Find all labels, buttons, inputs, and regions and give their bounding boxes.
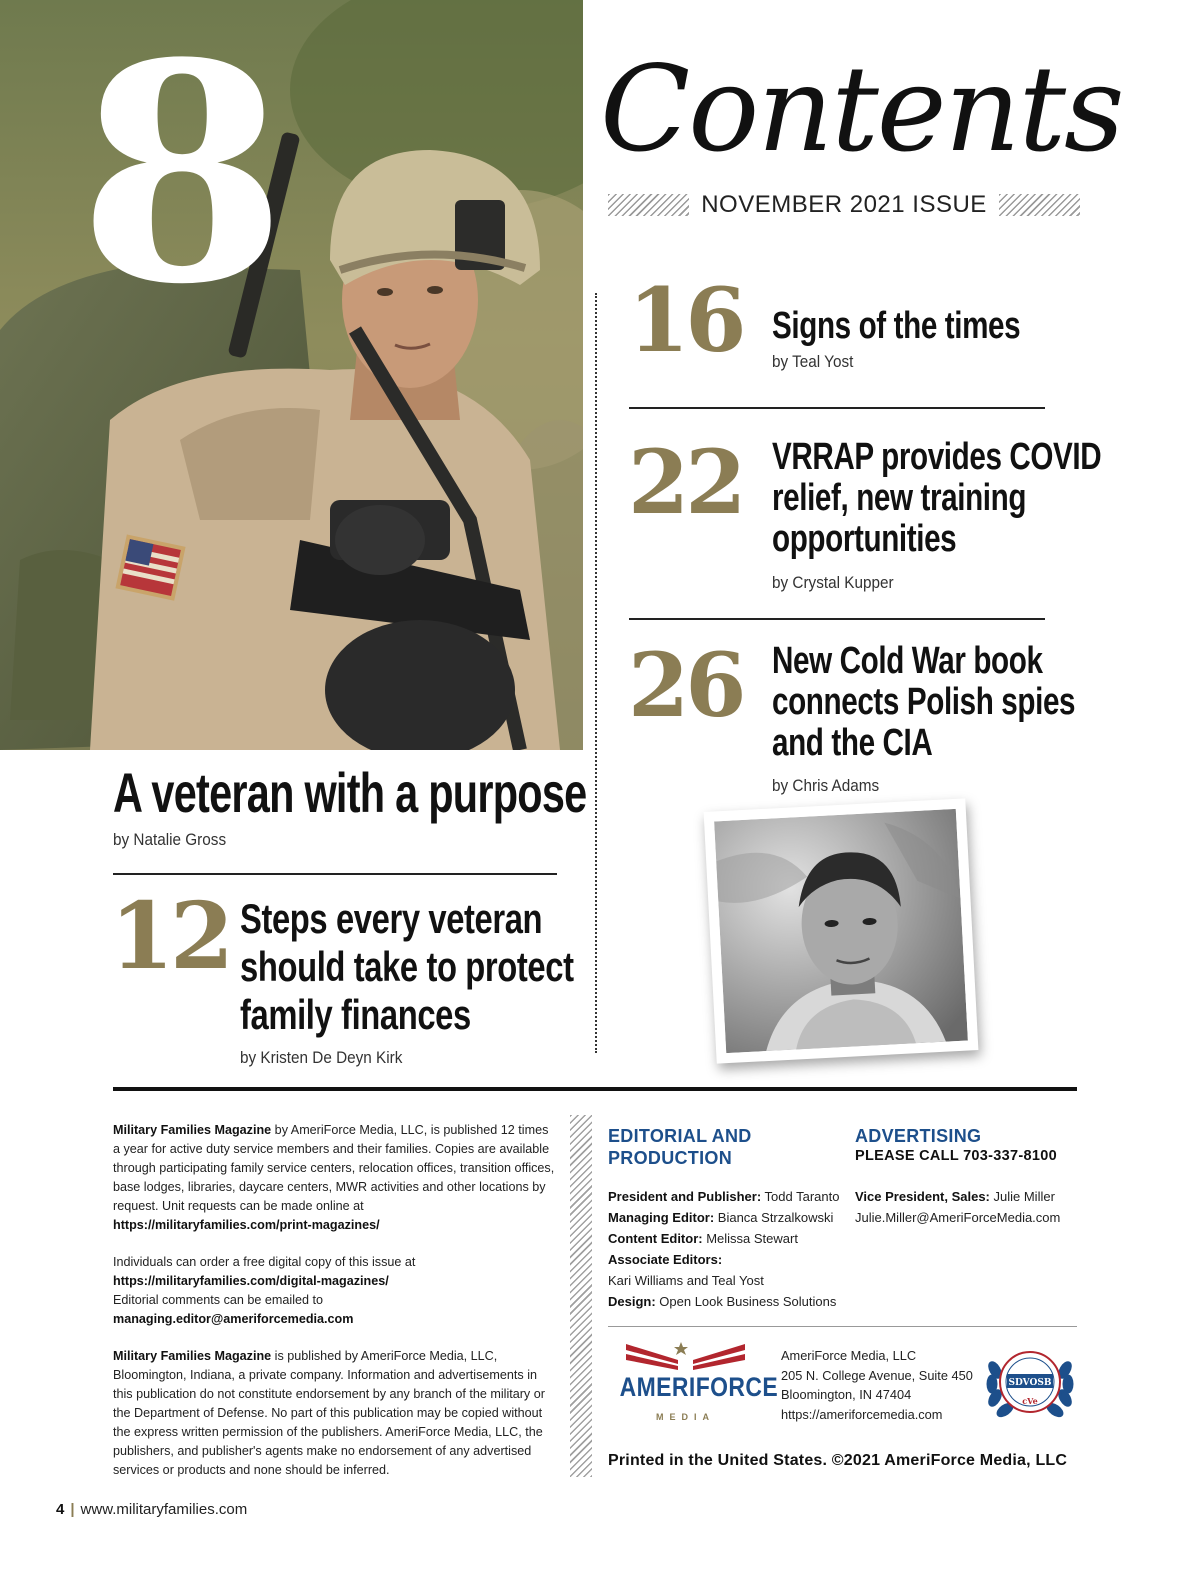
- article-page-number[interactable]: 26: [628, 633, 743, 737]
- dotted-divider: [595, 293, 597, 1053]
- cover-story-title[interactable]: A veteran with a purpose: [113, 761, 587, 824]
- ameriforce-logo[interactable]: [608, 1340, 779, 1430]
- advertising-phone: PLEASE CALL 703-337-8100: [855, 1148, 1057, 1164]
- article-byline: by Crystal Kupper: [772, 573, 894, 592]
- staff-row: Content Editor: Melissa Stewart: [608, 1231, 798, 1246]
- issue-banner: [608, 190, 1080, 220]
- footer-separator: |: [70, 1501, 75, 1518]
- article-title[interactable]: Signs of the times: [772, 305, 1021, 347]
- seal-subtext: cVe: [1022, 1396, 1038, 1406]
- advertising-email-link[interactable]: Julie.Miller@AmeriForceMedia.com: [855, 1210, 1061, 1225]
- logo-subtitle: MEDIA: [656, 1412, 715, 1422]
- article-page-number[interactable]: 16: [628, 268, 743, 372]
- article-divider: [629, 618, 1045, 620]
- article-divider: [113, 873, 557, 875]
- logo-wordmark: AMERIFORCE: [619, 1372, 779, 1402]
- masthead-paragraph: Military Families Magazine by AmeriForce Media, LLC, is published 12 times a year for active duty service members and their families. Copies are available through participating family service centers, relocation offices, transition offices, base lodges, libraries, daycare centers, MWR activities and other locations by request. Unit requests can be made online at https://militaryfamilies.com/print-magazines/: [113, 1123, 555, 1232]
- seal-text: SDVOSB: [1008, 1378, 1052, 1388]
- editorial-heading: EDITORIAL AND PRODUCTION: [608, 1126, 752, 1168]
- portrait-photo: [714, 809, 968, 1053]
- digital-magazines-link[interactable]: https://militaryfamilies.com/digital-magazines/: [113, 1274, 389, 1288]
- advertising-contact: Vice President, Sales: Julie Miller Julie.Miller@AmeriForceMedia.com: [855, 1186, 1060, 1228]
- digital-copy-paragraph: Individuals can order a free digital copy of this issue at https://militaryfamilies.com/digital-magazines/ Editorial comments can be emailed to managing.editor@ameriforcemedia.com: [113, 1255, 416, 1326]
- article-byline: by Kristen De Deyn Kirk: [240, 1048, 403, 1067]
- article-title[interactable]: New Cold War book connects Polish spies and the CIA: [772, 640, 1076, 764]
- editorial-staff-list: [608, 1186, 839, 1312]
- advertising-heading: ADVERTISING: [855, 1126, 982, 1146]
- thin-divider: [608, 1326, 1077, 1327]
- staff-row: Associate Editors:: [608, 1252, 723, 1267]
- hatch-decoration-left: [608, 194, 689, 216]
- issue-label: NOVEMBER 2021 ISSUE: [701, 191, 987, 218]
- article-title[interactable]: VRRAP provides COVID relief, new training opportunities: [772, 436, 1102, 560]
- cover-story-byline: by Natalie Gross: [113, 830, 227, 849]
- staff-row: Design: Open Look Business Solutions: [608, 1294, 837, 1309]
- section-divider: [113, 1087, 1077, 1091]
- hero-photo: [0, 0, 583, 750]
- logo-stripes-icon: [608, 1340, 763, 1372]
- staff-row: Managing Editor: Bianca Strzalkowski: [608, 1210, 834, 1225]
- article-byline: by Teal Yost: [772, 352, 854, 371]
- footer-website-link[interactable]: www.militaryfamilies.com: [80, 1501, 248, 1518]
- editor-email-link[interactable]: managing.editor@ameriforcemedia.com: [113, 1312, 354, 1326]
- hero-page-number: 8: [78, 0, 281, 350]
- laurel-seal-icon: [985, 1340, 1075, 1424]
- copyright-notice: Printed in the United States. ©2021 AmeriForce Media, LLC: [608, 1452, 1068, 1469]
- staff-row: Kari Williams and Teal Yost: [608, 1273, 764, 1288]
- sdvosb-seal: [985, 1340, 1075, 1424]
- article-page-number[interactable]: 22: [628, 430, 743, 534]
- company-address: AmeriForce Media, LLC 205 N. College Avenue, Suite 450 Bloomington, IN 47404 https://ameriforcemedia.com: [781, 1346, 973, 1424]
- article-page-number[interactable]: 12: [110, 882, 231, 990]
- contents-title: Contents: [600, 40, 1123, 178]
- hatch-decoration-vertical: [570, 1115, 592, 1477]
- page-footer: [56, 1501, 247, 1518]
- author-portrait: [704, 798, 979, 1063]
- article-divider: [629, 407, 1045, 409]
- page-number: 4: [56, 1501, 65, 1518]
- article-title[interactable]: Steps every veteran should take to protect family finances: [240, 895, 574, 1038]
- staff-row: President and Publisher: Todd Taranto: [608, 1189, 840, 1204]
- print-magazines-link[interactable]: https://militaryfamilies.com/print-magazines/: [113, 1218, 380, 1232]
- disclaimer-paragraph: Military Families Magazine is published by AmeriForce Media, LLC, Bloomington, Indiana, a private company. Information and advertisements in this publication do not constitute endorsement by any branch of the military or the Department of Defense. No part of this publication may be copied without the express written permission of the publishers. AmeriForce Media, LLC, the publishers, and publisher's agents make no endorsement of any advertised services or products and none should be inferred.: [113, 1349, 545, 1477]
- company-website-link[interactable]: https://ameriforcemedia.com: [781, 1406, 943, 1422]
- article-byline: by Chris Adams: [772, 776, 880, 795]
- hatch-decoration-right: [999, 194, 1080, 216]
